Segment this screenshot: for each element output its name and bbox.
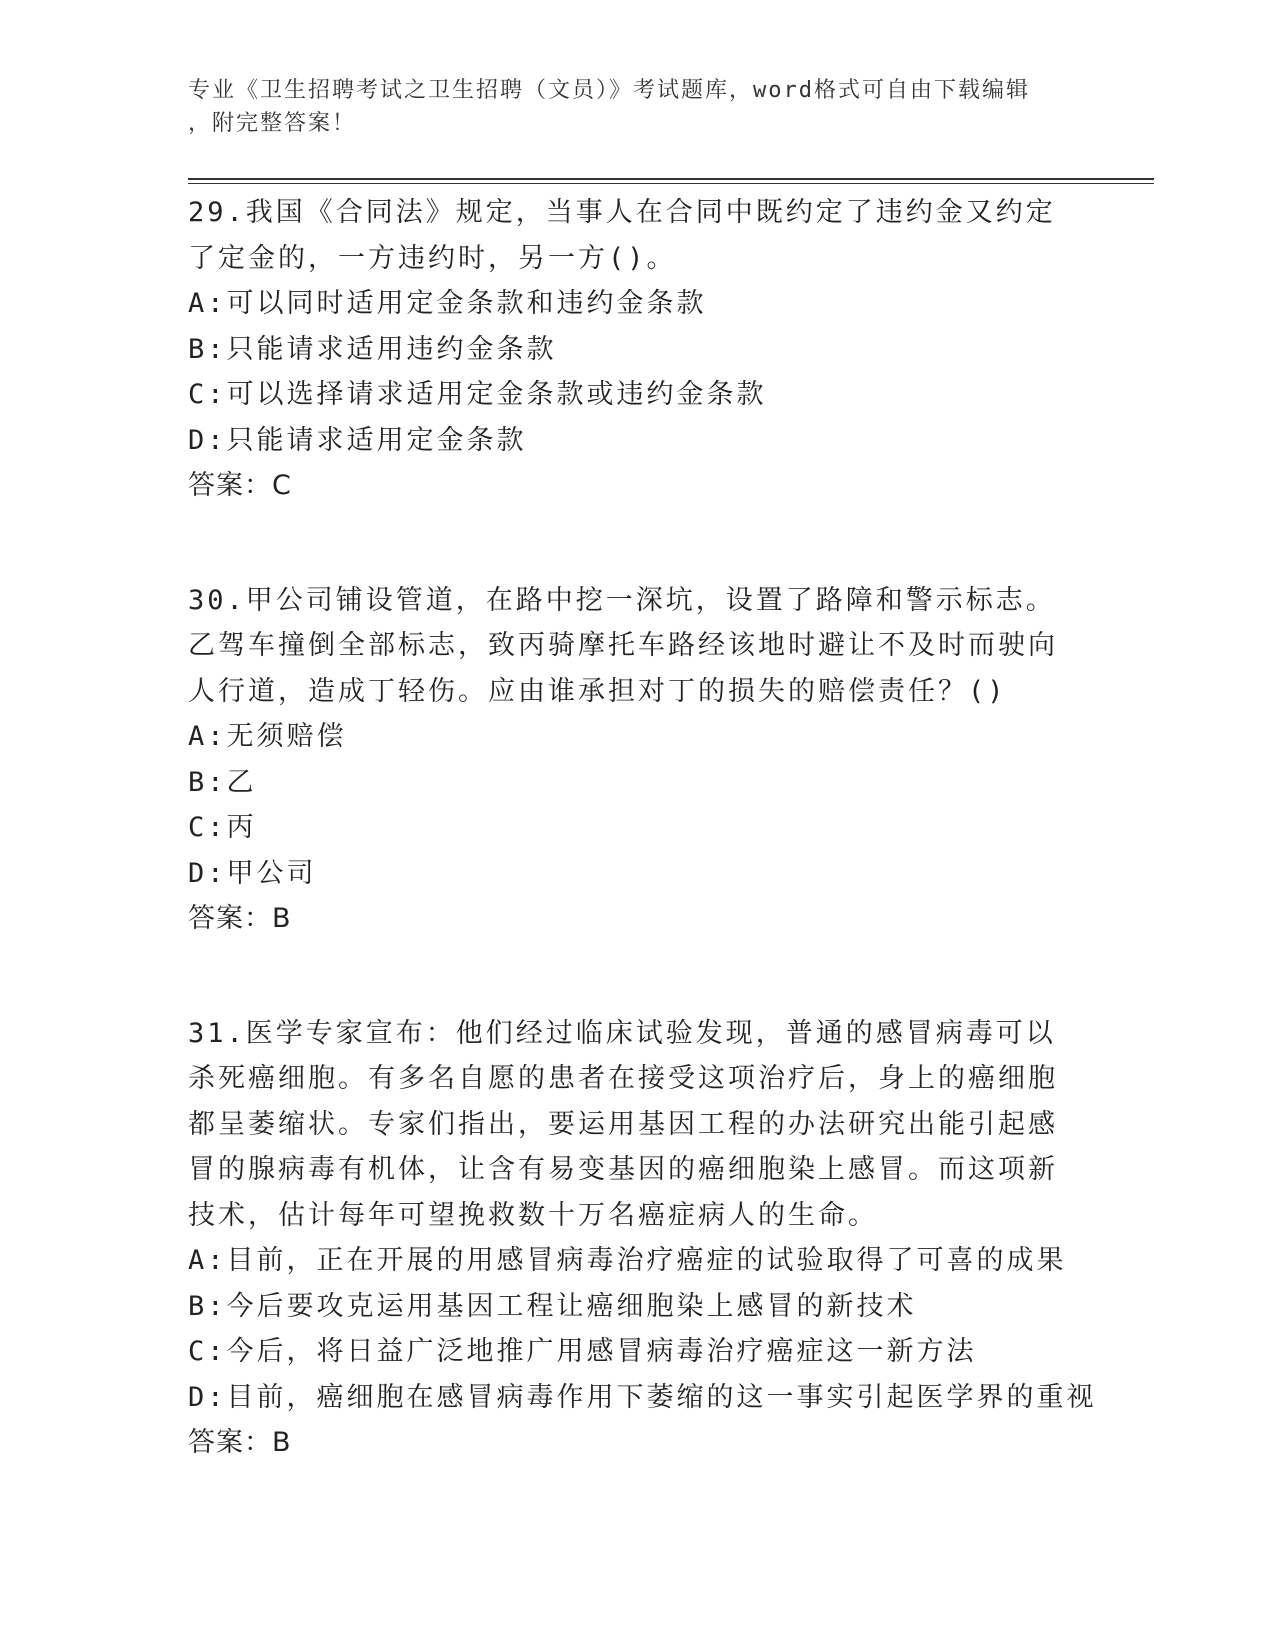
document-header [188, 74, 1068, 140]
option-d: D:目前，癌细胞在感冒病毒作用下萎缩的这一事实引起医学界的重视 [188, 1381, 1097, 1413]
option-a: A:无须赔偿 [188, 721, 347, 752]
question-31 [188, 1011, 1097, 1466]
option-c: C:今后，将日益广泛地推广用感冒病毒治疗癌症这一新方法 [188, 1336, 977, 1367]
option-b: B:只能请求适用违约金条款 [188, 333, 557, 365]
option-a: A:目前，正在开展的用感冒病毒治疗癌症的试验取得了可喜的成果 [188, 1245, 1067, 1276]
question-29 [188, 190, 1078, 509]
option-a: A:可以同时适用定金条款和违约金条款 [188, 288, 707, 319]
question-text: 29.我国《合同法》规定，当事人在合同中既约定了违约金又约定了定金的，一方违约时，另一方()。 [188, 197, 1056, 274]
question-text: 31.医学专家宣布：他们经过临床试验发现，普通的感冒病毒可以杀死癌细胞。有多名自愿的患者在接受这项治疗后，身上的癌细胞都呈萎缩状。专家们指出，要运用基因工程的办法研究出能引起感冒的腺病毒有机体，让含有易变基因的癌细胞染上感冒。而这项新技术，估计每年可望挽救数十万名癌症病人的生命。 [188, 1017, 1058, 1231]
option-b: B:今后要攻克运用基因工程让癌细胞染上感冒的新技术 [188, 1290, 917, 1322]
answer: 答案：B [188, 903, 292, 934]
option-c: C:丙 [188, 812, 257, 843]
question-text: 30.甲公司铺设管道，在路中挖一深坑，设置了路障和警示标志。乙驾车撞倒全部标志，致丙骑摩托车路经该地时避让不及时而驶向人行道，造成丁轻伤。应由谁承担对丁的损失的赔偿责任？() [188, 584, 1058, 707]
question-30 [188, 578, 1078, 942]
header-line-2: ，附完整答案！ [188, 111, 357, 136]
option-d: D:只能请求适用定金条款 [188, 424, 527, 456]
question-list [188, 190, 1097, 1535]
option-d: D:甲公司 [188, 857, 317, 889]
option-c: C:可以选择请求适用定金条款或违约金条款 [188, 379, 767, 410]
header-divider-top [188, 178, 1154, 180]
header-divider-bottom [188, 183, 1154, 184]
header-line-1: 专业《卫生招聘考试之卫生招聘（文员）》考试题库，word格式可自由下载编辑 [188, 78, 1030, 103]
answer: 答案：B [188, 1427, 292, 1458]
answer: 答案：C [188, 470, 292, 501]
option-b: B:乙 [188, 766, 257, 798]
